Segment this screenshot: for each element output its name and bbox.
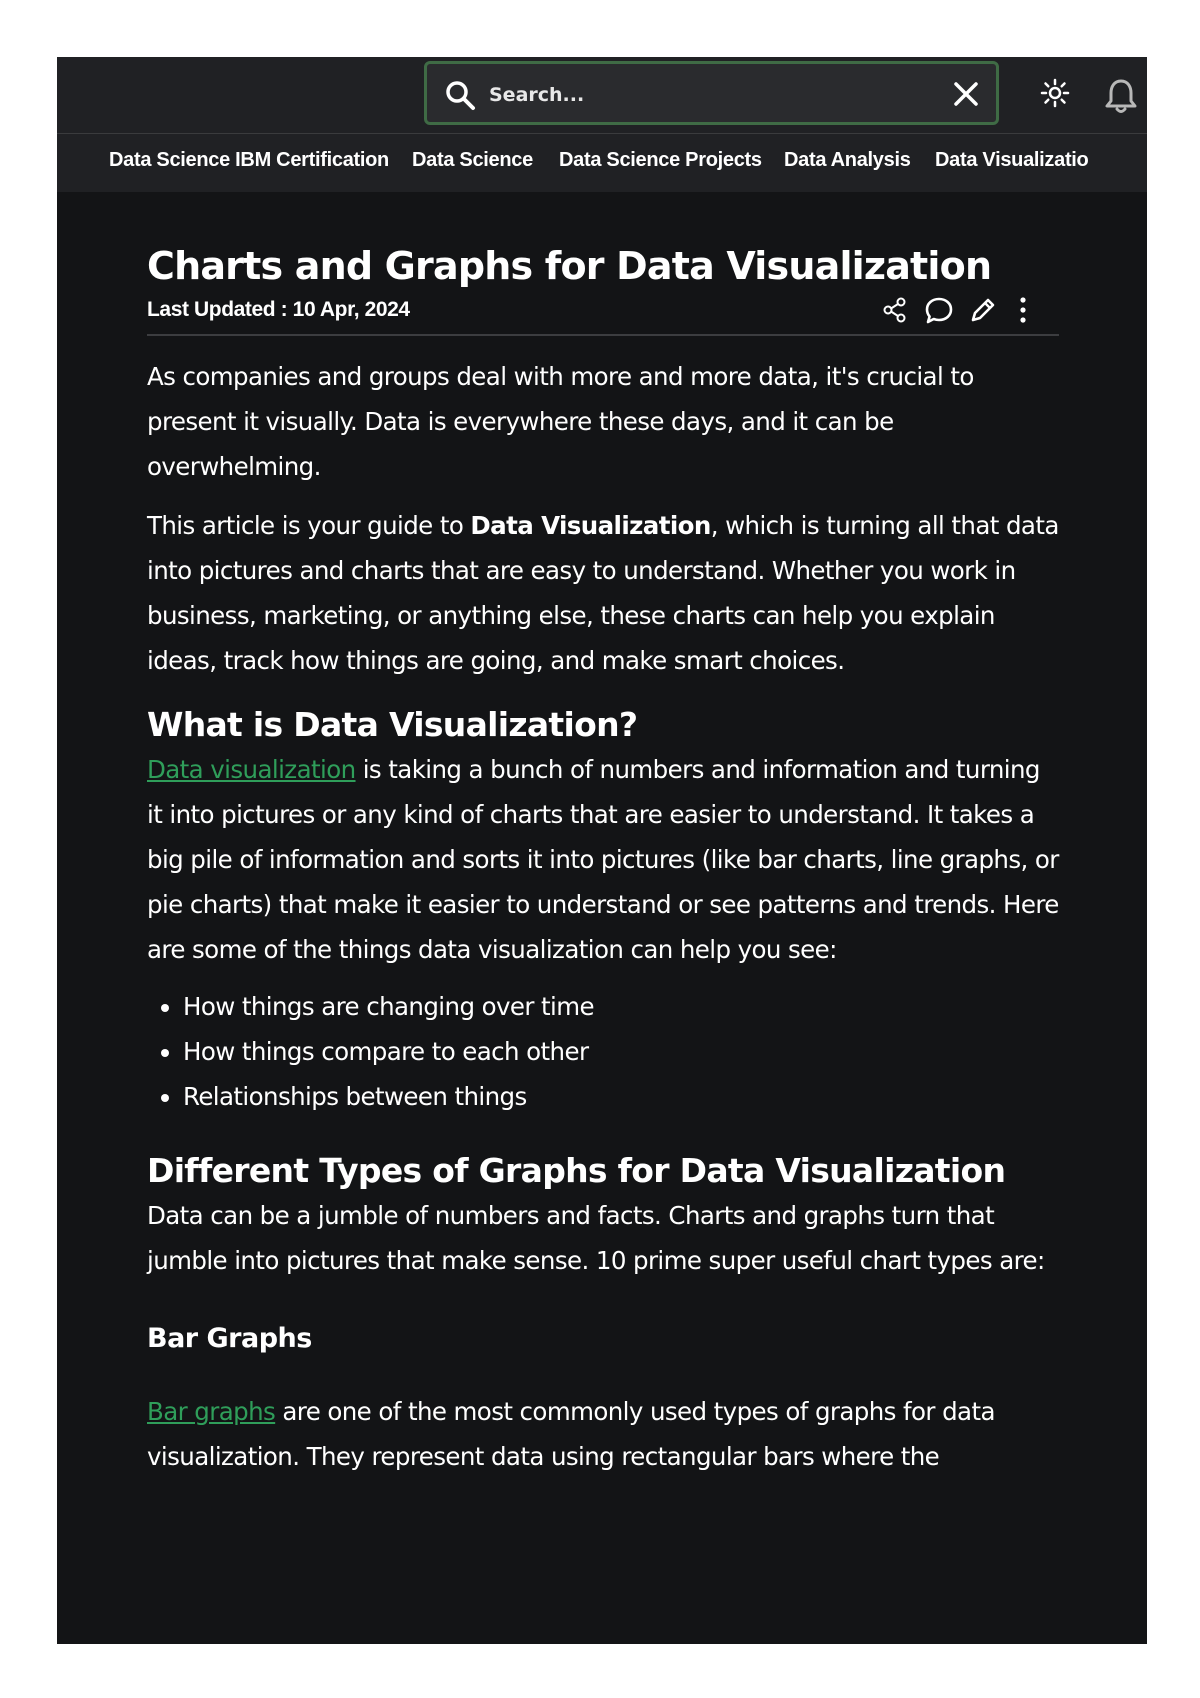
comment-icon[interactable] <box>923 294 955 326</box>
sun-icon[interactable] <box>1040 78 1070 108</box>
article-actions <box>879 294 1039 328</box>
last-updated: Last Updated : 10 Apr, 2024 <box>147 298 410 321</box>
intro-text-after: , which is turning all that data into pictures and charts that are easy to understand. Whether you work in business, marketing, or anything else, these charts can help you explain ideas, track how things are going, and make smart choices. <box>147 511 1059 675</box>
intro-paragraph-1: As companies and groups deal with more and more data, it's crucial to present it visually. Data is everywhere these days, and it can be overwhelming. <box>147 362 974 481</box>
section-1-paragraph <box>147 747 1059 972</box>
bar-graphs-paragraph <box>147 1389 1059 1479</box>
category-nav <box>57 134 1147 192</box>
page-frame <box>57 57 1147 1644</box>
top-bar <box>57 57 1147 134</box>
list-item: • How things compare to each other <box>183 1029 1059 1074</box>
category-data-science-ibm-certification[interactable]: Data Science IBM Certification <box>109 149 389 171</box>
close-icon[interactable] <box>950 78 982 110</box>
list-item: • How things are changing over time <box>183 984 1059 1029</box>
article <box>147 242 1059 1479</box>
section-heading-types: Different Types of Graphs for Data Visualization <box>147 1151 1006 1190</box>
intro-bold-term: Data Visualization <box>470 511 711 540</box>
search-icon <box>443 78 477 112</box>
more-icon[interactable] <box>1007 294 1039 326</box>
list-item: • Relationships between things <box>183 1074 1059 1119</box>
search-box[interactable] <box>424 61 999 125</box>
article-title: Charts and Graphs for Data Visualization <box>147 244 992 288</box>
data-visualization-link[interactable]: Data visualization <box>147 755 356 784</box>
intro-paragraph-2 <box>147 503 1059 683</box>
section-2-paragraph: Data can be a jumble of numbers and facts. Charts and graphs turn that jumble into pictures that make sense. 10 prime super useful chart types are: <box>147 1201 1045 1275</box>
intro-text-before: This article is your guide to <box>147 511 471 540</box>
section-heading-what-is: What is Data Visualization? <box>147 705 638 744</box>
bell-icon[interactable] <box>1102 77 1140 115</box>
search-input[interactable] <box>487 74 931 116</box>
category-data-science-projects[interactable]: Data Science Projects <box>559 149 762 171</box>
benefits-list <box>147 984 1059 1119</box>
section-1-text: is taking a bunch of numbers and information and turning it into pictures or any kind of charts that are easier to understand. It takes a big pile of information and sorts it into pictures (like bar charts, line graphs, or pie charts) that make it easier to understand or see patterns and trends. Here are some of the things data visualization can help you see: <box>147 755 1059 964</box>
share-icon[interactable] <box>879 294 911 326</box>
category-data-analysis[interactable]: Data Analysis <box>784 149 911 171</box>
edit-icon[interactable] <box>967 294 999 326</box>
bar-graphs-text: are one of the most commonly used types of graphs for data visualization. They represent data using rectangular bars where the <box>147 1397 995 1471</box>
bar-graphs-link[interactable]: Bar graphs <box>147 1397 276 1426</box>
subsection-heading-bar-graphs: Bar Graphs <box>147 1323 312 1354</box>
category-data-science[interactable]: Data Science <box>412 149 533 171</box>
article-meta <box>147 296 1059 336</box>
category-data-visualization[interactable]: Data Visualizatio <box>935 149 1089 171</box>
